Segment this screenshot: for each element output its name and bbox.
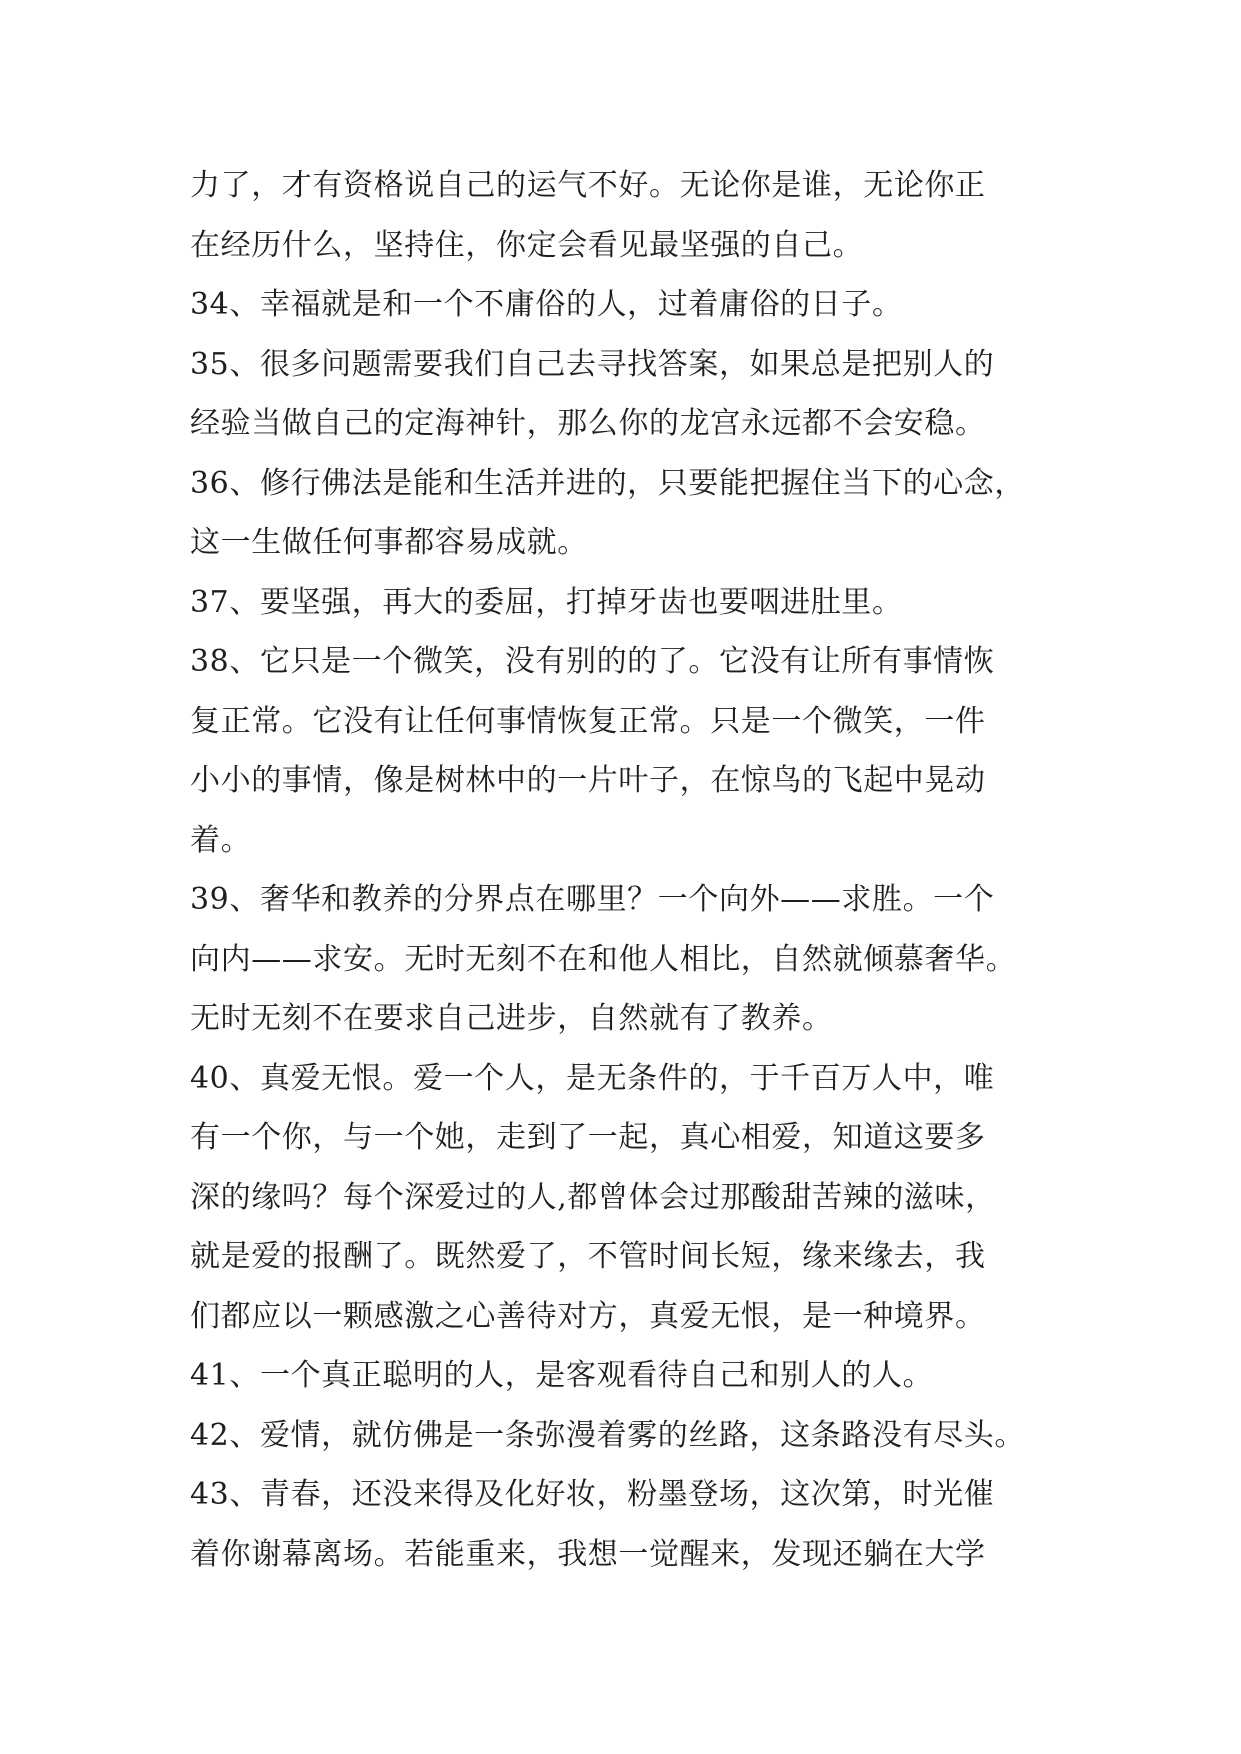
text-line: 经验当做自己的定海神针，那么你的龙宫永远都不会安稳。 <box>190 406 986 441</box>
text-line: 着你谢幕离场。若能重来，我想一觉醒来，发现还躺在大学 <box>190 1536 986 1572</box>
text-line: 35、很多问题需要我们自己去寻找答案，如果总是把别人的 <box>190 346 995 382</box>
text-line: 34、幸福就是和一个不庸俗的人，过着庸俗的日子。 <box>190 287 903 322</box>
text-line: 小小的事情，像是树林中的一片叶子，在惊鸟的飞起中晃动 <box>190 763 986 798</box>
text-line: 深的缘吗？每个深爱过的人,都曾体会过那酸甜苦辣的滋味， <box>190 1179 996 1215</box>
text-line: 们都应以一颗感激之心善待对方，真爱无恨，是一种境界。 <box>190 1298 986 1334</box>
text-line: 36、修行佛法是能和生活并进的，只要能把握住当下的心念， <box>190 465 1025 501</box>
text-line: 这一生做任何事都容易成就。 <box>190 525 588 560</box>
text-line: 43、青春，还没来得及化好妆，粉墨登场，这次第，时光催 <box>190 1477 995 1512</box>
text-line: 39、奢华和教养的分界点在哪里？一个向外——求胜。一个 <box>190 882 995 917</box>
text-line: 力了，才有资格说自己的运气不好。无论你是谁，无论你正 <box>190 168 986 203</box>
text-line: 在经历什么，坚持住，你定会看见最坚强的自己。 <box>190 227 864 263</box>
text-line: 38、它只是一个微笑，没有别的的了。它没有让所有事情恢 <box>190 644 995 679</box>
text-line: 有一个你，与一个她，走到了一起，真心相爱，知道这要多 <box>190 1120 986 1155</box>
text-line: 40、真爱无恨。爱一个人，是无条件的，于千百万人中，唯 <box>190 1060 995 1096</box>
text-line: 向内——求安。无时无刻不在和他人相比，自然就倾慕奢华。 <box>190 941 1017 977</box>
text-line: 37、要坚强，再大的委屈，打掉牙齿也要咽进肚里。 <box>190 584 903 620</box>
text-line: 41、一个真正聪明的人，是客观看待自己和别人的人。 <box>190 1358 934 1393</box>
text-line: 就是爱的报酬了。既然爱了，不管时间长短，缘来缘去，我 <box>190 1239 986 1274</box>
text-line: 着。 <box>190 822 252 858</box>
text-line: 无时无刻不在要求自己进步，自然就有了教养。 <box>190 1001 833 1036</box>
text-line: 42、爱情，就仿佛是一条弥漫着雾的丝路，这条路没有尽头。 <box>190 1417 1025 1453</box>
text-line: 复正常。它没有让任何事情恢复正常。只是一个微笑，一件 <box>190 703 986 739</box>
body-text <box>190 156 1070 1584</box>
